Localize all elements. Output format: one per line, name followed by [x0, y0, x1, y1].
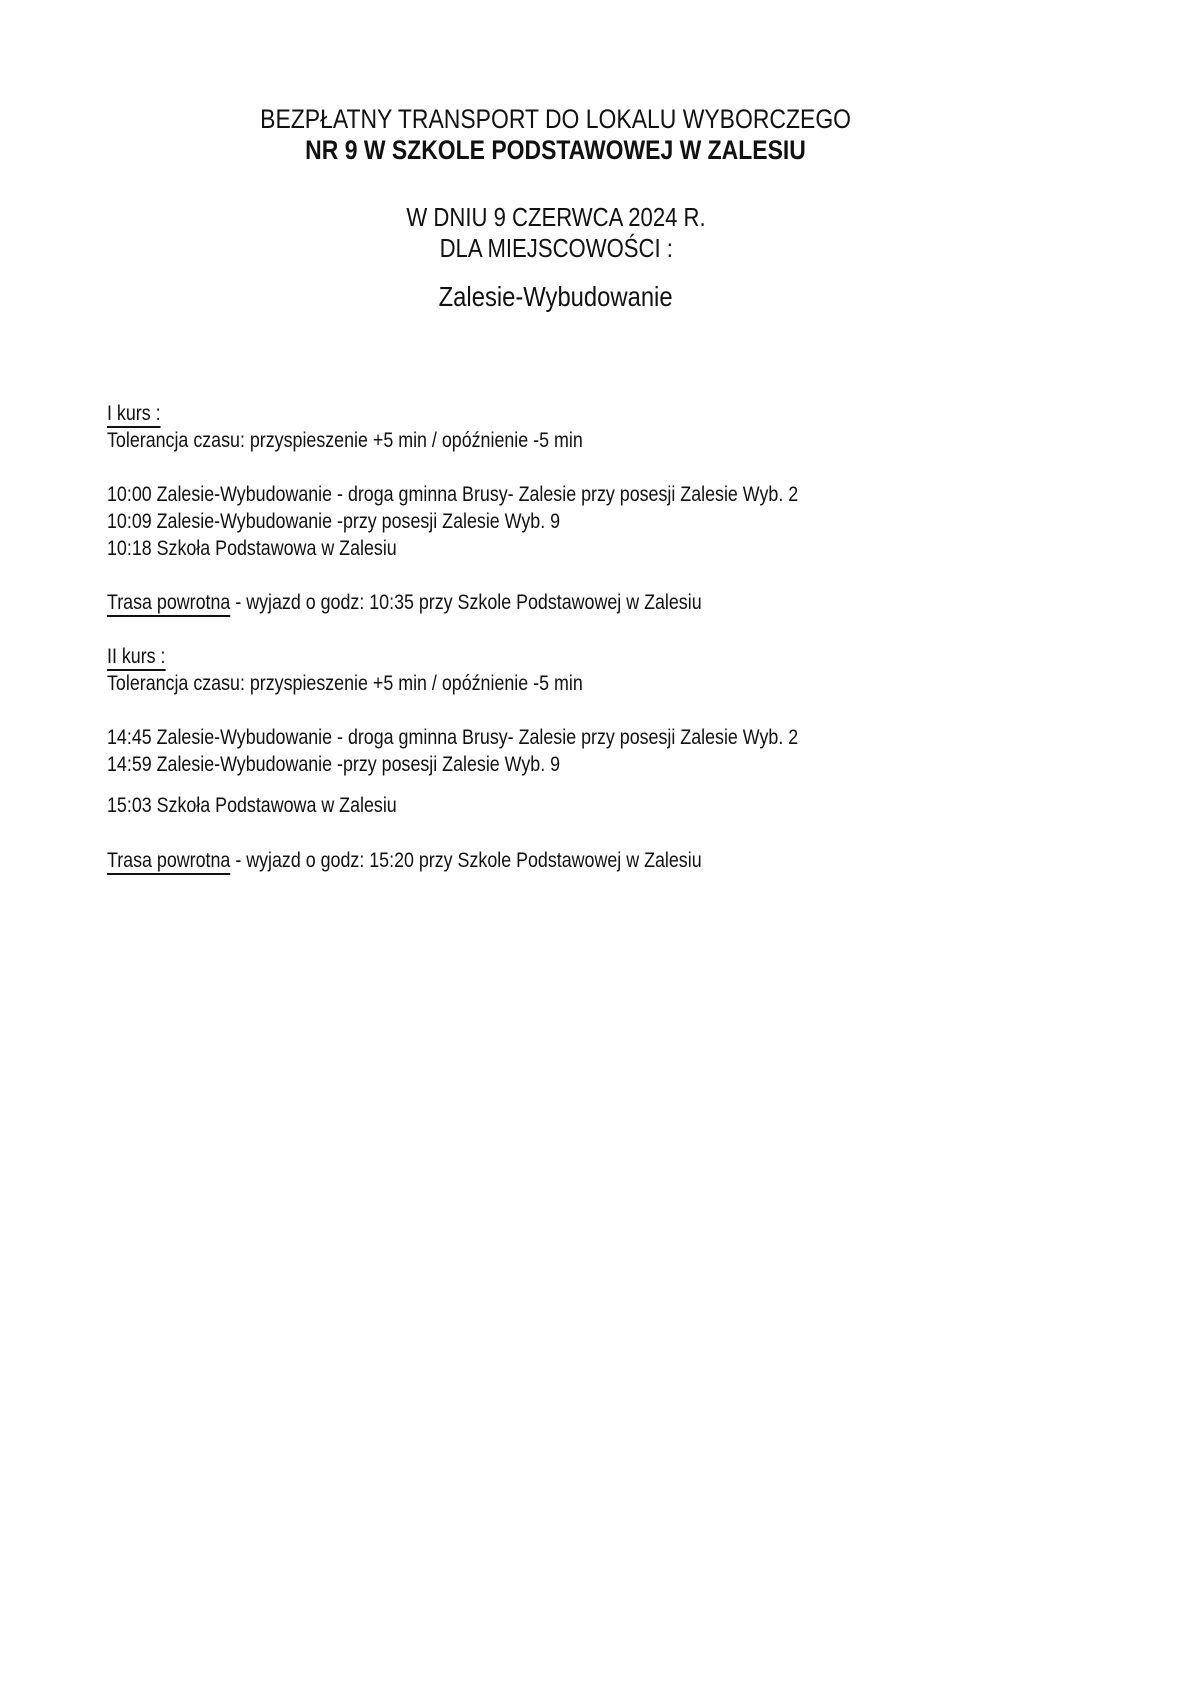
course-2-heading-text: II kurs : [107, 645, 166, 671]
course-1-stop-3-text: 10:18 Szkoła Podstawowa w Zalesiu [107, 537, 397, 560]
course-1-tolerance-text: Tolerancja czasu: przyspieszenie +5 min / opóźnienie -5 min [107, 429, 583, 452]
course-2-heading [107, 643, 1005, 670]
spacer [107, 562, 1005, 589]
course-section-2 [107, 643, 1005, 874]
document-subtitle [107, 135, 1005, 166]
locality-name-text: Zalesie-Wybudowanie [439, 281, 673, 312]
course-1-stop-1 [107, 481, 1005, 508]
locality-name-line [107, 280, 1005, 314]
course-2-return-route [107, 847, 1005, 874]
course-1-return-label: Trasa powrotna [107, 591, 230, 617]
course-2-stop-1-text: 14:45 Zalesie-Wybudowanie - droga gminna Brusy- Zalesie przy posesji Zalesie Wyb. 2 [107, 726, 799, 749]
document-header [107, 0, 1005, 314]
course-2-tolerance-text: Tolerancja czasu: przyspieszenie +5 min / opóźnienie -5 min [107, 672, 583, 695]
document-subtitle-text: NR 9 W SZKOLE PODSTAWOWEJ W ZALESIU [305, 135, 807, 165]
course-2-tolerance [107, 670, 1005, 697]
course-2-return-text: - wyjazd o godz: 15:20 przy Szkole Podstawowej w Zalesiu [230, 849, 702, 872]
course-2-stop-3-text: 15:03 Szkoła Podstawowa w Zalesiu [107, 794, 397, 817]
course-2-stop-2-text: 14:59 Zalesie-Wybudowanie -przy posesji Zalesie Wyb. 9 [107, 753, 561, 776]
document-title [107, 104, 1005, 135]
course-1-stop-3 [107, 535, 1005, 562]
course-1-stop-2 [107, 508, 1005, 535]
election-date-text: W DNIU 9 CZERWCA 2024 R. [406, 202, 706, 232]
election-date-line [107, 202, 1005, 233]
locality-label-text: DLA MIEJSCOWOŚCI : [439, 233, 673, 263]
course-1-return-route [107, 589, 1005, 616]
spacer [107, 616, 1005, 643]
course-1-tolerance [107, 427, 1005, 454]
schedule-body [107, 400, 1005, 874]
course-1-stop-2-text: 10:09 Zalesie-Wybudowanie -przy posesji Zalesie Wyb. 9 [107, 510, 561, 533]
course-section-1 [107, 400, 1005, 643]
course-1-heading-text: I kurs : [107, 402, 161, 428]
course-2-stop-1 [107, 724, 1005, 751]
course-1-return-text: - wyjazd o godz: 10:35 przy Szkole Podstawowej w Zalesiu [230, 591, 702, 614]
course-2-return-label: Trasa powrotna [107, 849, 230, 875]
locality-label-line [107, 233, 1005, 264]
course-1-stop-1-text: 10:00 Zalesie-Wybudowanie - droga gminna Brusy- Zalesie przy posesji Zalesie Wyb. 2 [107, 483, 799, 506]
course-1-heading [107, 400, 1005, 427]
course-2-stop-3 [107, 792, 1005, 819]
spacer [107, 697, 1005, 724]
document-content [0, 0, 1005, 874]
spacer [107, 454, 1005, 481]
course-2-stop-2 [107, 751, 1005, 778]
document-title-text: BEZPŁATNY TRANSPORT DO LOKALU WYBORCZEGO [260, 104, 852, 134]
